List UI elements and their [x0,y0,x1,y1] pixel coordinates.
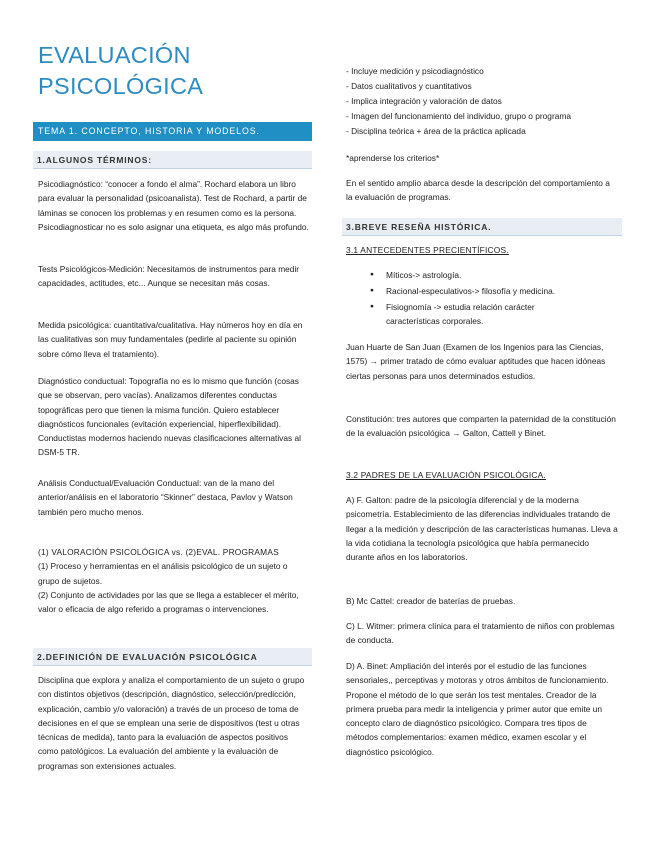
bullet-item: ● Fisiognomía -> estudia relación carácter características corporales. [370,300,618,329]
valoracion-vs-programas [38,545,310,616]
section-heading-history: 3.BREVE RESEÑA HISTÓRICA. [342,218,622,236]
paragraph-diagnostico-conductual: Diagnóstico conductual: Topografía no es lo mismo que función (cosas que se observan, pero vacías). Analizamos diferentes conductas topográficas pero que tienen la misma función. Quiero establecer diagnósticos funcionales (evitación experiencial, hiperflexibilidad). Conductistas modernos haciendo nuevas clasificaciones alternativas al DSM-5 TR. [38,376,301,458]
paragraph-analisis-conductual: Análisis Conductual/Evaluación Conductual: van de la mano del anterior/análisis en el laboratorio “Skinner” destaca, Pavlov y Watson también pero mucho menos. [38,478,293,517]
paragraph-psicodiagnostico: Psicodiagnóstico: “conocer a fondo el alma”. Rochard elabora un libro para evaluar la personalidad (psicoanalista). Test de Rochard, a partir de láminas se conocen los problemas y en resumen como es la persona. Psicodiagnosticar no es solo asignar una etiqueta, es algo más profundo. [38,179,309,232]
paragraph-huarte: Juan Huarte de San Juan (Examen de los Ingenios para las Ciencias, 1575) → primer tratado de cómo evaluar aptitudes que hacen idóneas ciertas personas para unos determinados estudios. [346,342,606,381]
paragraph-constitucion: Constitución: tres autores que comparten la paternidad de la constitución de la evaluación psicológica → Galton, Cattell y Binet. [346,414,616,439]
bullet-item: ● Míticos-> astrología. [370,268,618,282]
valoracion-item-2: (2) Conjunto de actividades por las que se llega a establecer el mérito, valor o eficacia de algo referido a programas o intervenciones. [38,589,299,615]
valoracion-heading: (1) VALORACIÓN PSICOLÓGICA vs. (2)EVAL. PROGRAMAS [38,547,279,557]
bullet-item: ● Racional-especulativos-> filosofía y medicina. [370,284,618,298]
note-criterios: *aprenderse los criterios* [346,153,440,163]
dash-item: - Datos cualitativos y cuantitativos [346,81,472,91]
section-heading-definition: 2.DEFINICIÓN DE EVALUACIÓN PSICOLÓGICA [33,648,312,666]
paragraph-witmer: C) L. Witmer: primera clínica para el tratamiento de niños con problemas de conducta. [346,621,615,646]
topic-banner: TEMA 1. CONCEPTO, HISTORIA Y MODELOS. [33,122,312,141]
paragraph-tests: Tests Psicológicos-Medición: Necesitamos de instrumentos para medir capacidades, actitudes, etc... Aunque se necesitan más cosas. [38,264,300,289]
paragraph-sentido-amplio: En el sentido amplio abarca desde la descripción del comportamiento a la evaluación de programas. [346,178,610,203]
subheading-antecedentes: 3.1 ANTECEDENTES PRECIENTÍFICOS. [346,245,509,255]
paragraph-definition: Disciplina que explora y analiza el comportamiento de un sujeto o grupo con distintos objetivos (descripción, diagnóstico, selección/predicción, explicación, cambio y/o valoración) a través de un proceso de toma de decisiones en el que se emplean una serie de dispositivos (test u otras técnicas de medida), tanto para la evaluación de aspectos positivos como patológicos. La evaluación del ambiente y la evaluación de programas son extensiones actuales. [38,675,305,771]
title-line-1: EVALUACIÓN [38,42,191,68]
dash-item: - Implica integración y valoración de datos [346,96,502,106]
subheading-padres: 3.2 PADRES DE LA EVALUACIÓN PSICOLÓGICA. [346,470,546,480]
dash-item: - Imagen del funcionamiento del individuo, grupo o programa [346,111,571,121]
dash-item: - Disciplina teórica + área de la práctica aplicada [346,126,526,136]
paragraph-galton: A) F. Galton: padre de la psicología diferencial y de la moderna psicometría. Establecimiento de las diferencias individuales tratando de llegar a la medición y descripción de las características humanas. Lleva a la vida cotidiana la tecnología psicológica que había permanecido durante años en los laboratorios. [346,495,618,563]
dash-item: - Incluye medición y psicodiagnóstico [346,66,484,76]
page-title [38,40,310,102]
section-heading-terms: 1.ALGUNOS TÉRMINOS: [33,151,312,169]
paragraph-cattel: B) Mc Cattel: creador de baterías de pruebas. [346,596,516,606]
valoracion-item-1: (1) Proceso y herramientas en el análisis psicológico de un sujeto o grupo de sujetos. [38,561,288,586]
title-line-2: PSICOLÓGICA [38,73,204,99]
paragraph-binet: D) A. Binet: Ampliación del interés por el estudio de las funciones sensoriales,, perceptivas y motoras y otros ámbitos de funcionamiento. Propone el método de lo que serán los test mentales. Creador de la primera prueba para medir la inteligencia y primer autor que emite un concepto claro de diagnóstico psicológico. Compara tres tipos de métodos complementarios: examen médico, examen escolar y el diagnóstico psicológico. [346,661,609,757]
paragraph-medida: Medida psicológica: cuantitativa/cualitativa. Hay números hoy en día en las cualitativas son muy fundamentales (pedirle al paciente su opinión sobre cómo lleva el tratamiento). [38,320,303,359]
